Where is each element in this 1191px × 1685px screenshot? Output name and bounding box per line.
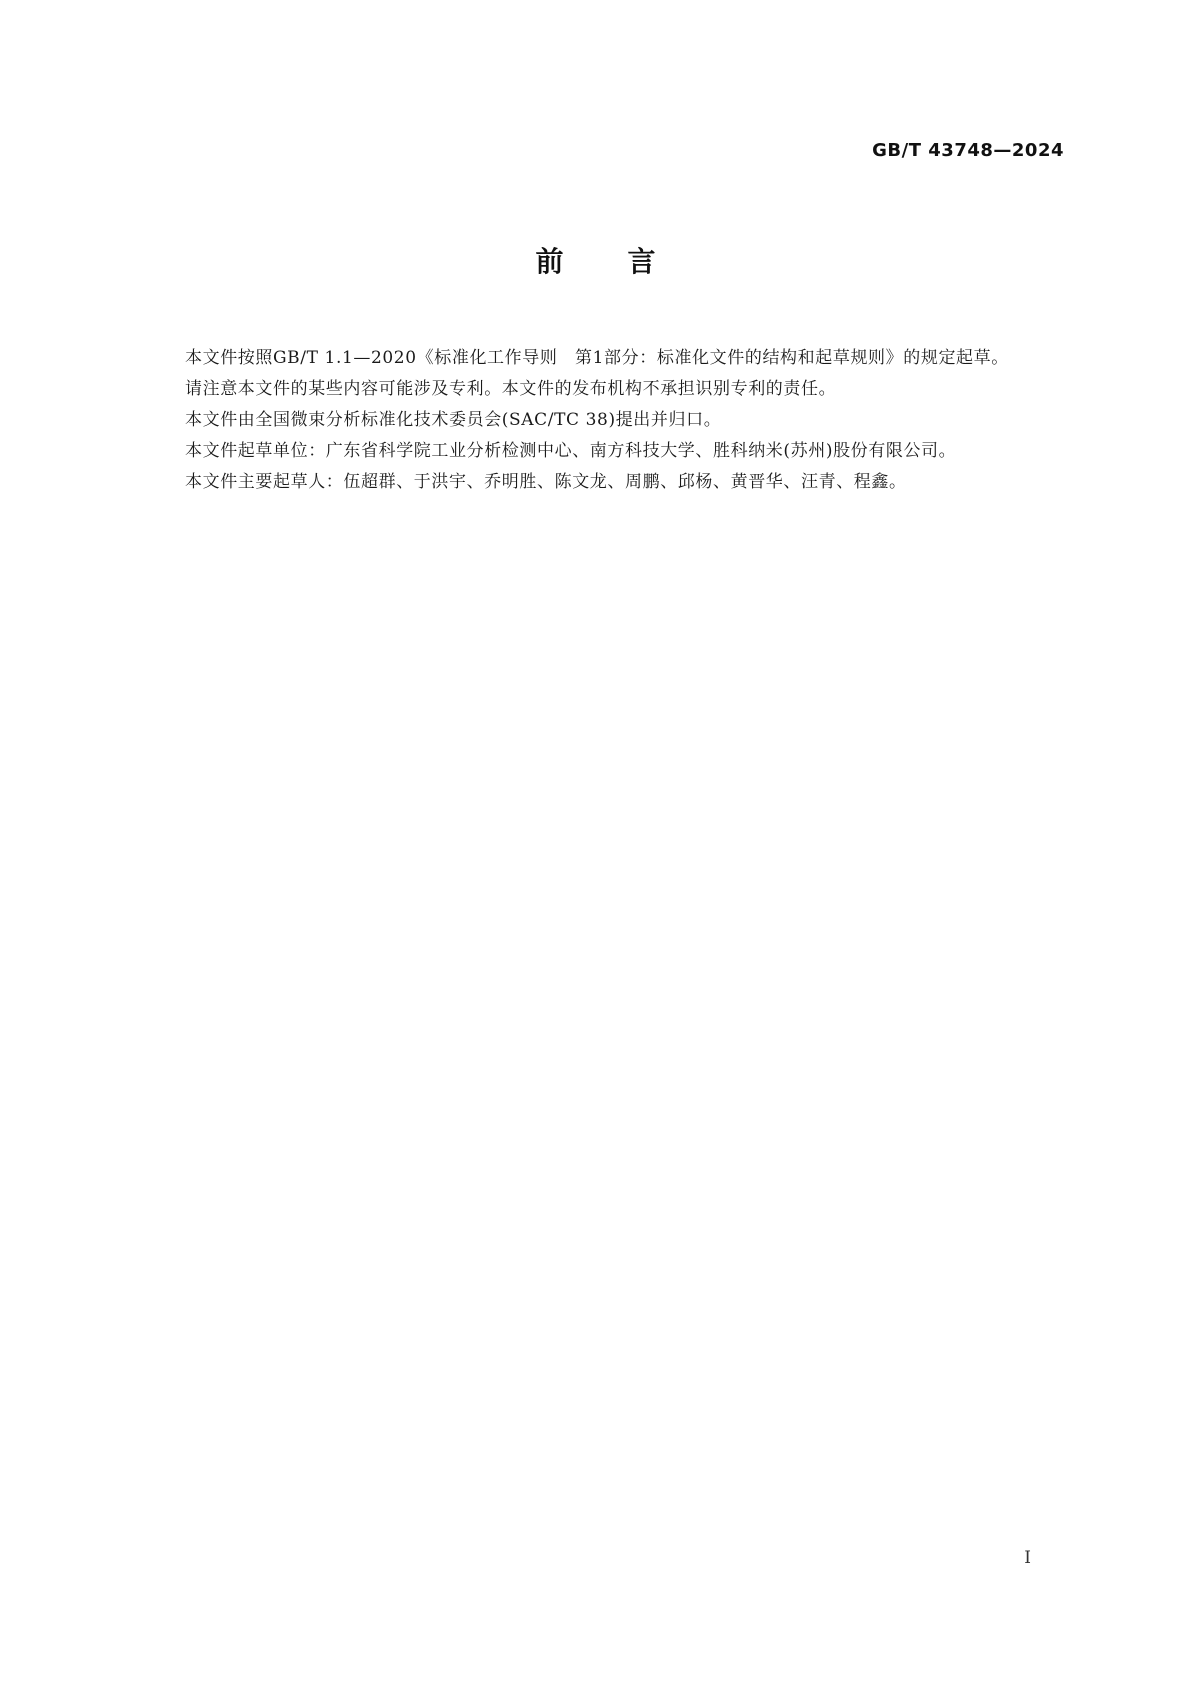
page-number: I (1024, 1548, 1031, 1568)
standard-code: GB/T 43748—2024 (872, 140, 1064, 161)
paragraph-drafters: 本文件主要起草人：伍超群、于洪宇、乔明胜、陈文龙、周鹏、邱杨、黄晋华、汪青、程鑫。 (185, 472, 907, 492)
paragraph-drafting-rules: 本文件按照GB/T 1.1—2020《标准化工作导则 第1部分：标准化文件的结构和起草规则》的规定起草。 (185, 348, 1009, 368)
paragraph-drafting-units: 本文件起草单位：广东省科学院工业分析检测中心、南方科技大学、胜科纳米(苏州)股份有限公司。 (185, 441, 957, 461)
paragraph-patent-notice: 请注意本文件的某些内容可能涉及专利。本文件的发布机构不承担识别专利的责任。 (185, 379, 837, 399)
preface-body (143, 343, 1063, 498)
section-title: 前言 (535, 245, 720, 278)
paragraph-proposer: 本文件由全国微束分析标准化技术委员会(SAC/TC 38)提出并归口。 (185, 410, 722, 430)
